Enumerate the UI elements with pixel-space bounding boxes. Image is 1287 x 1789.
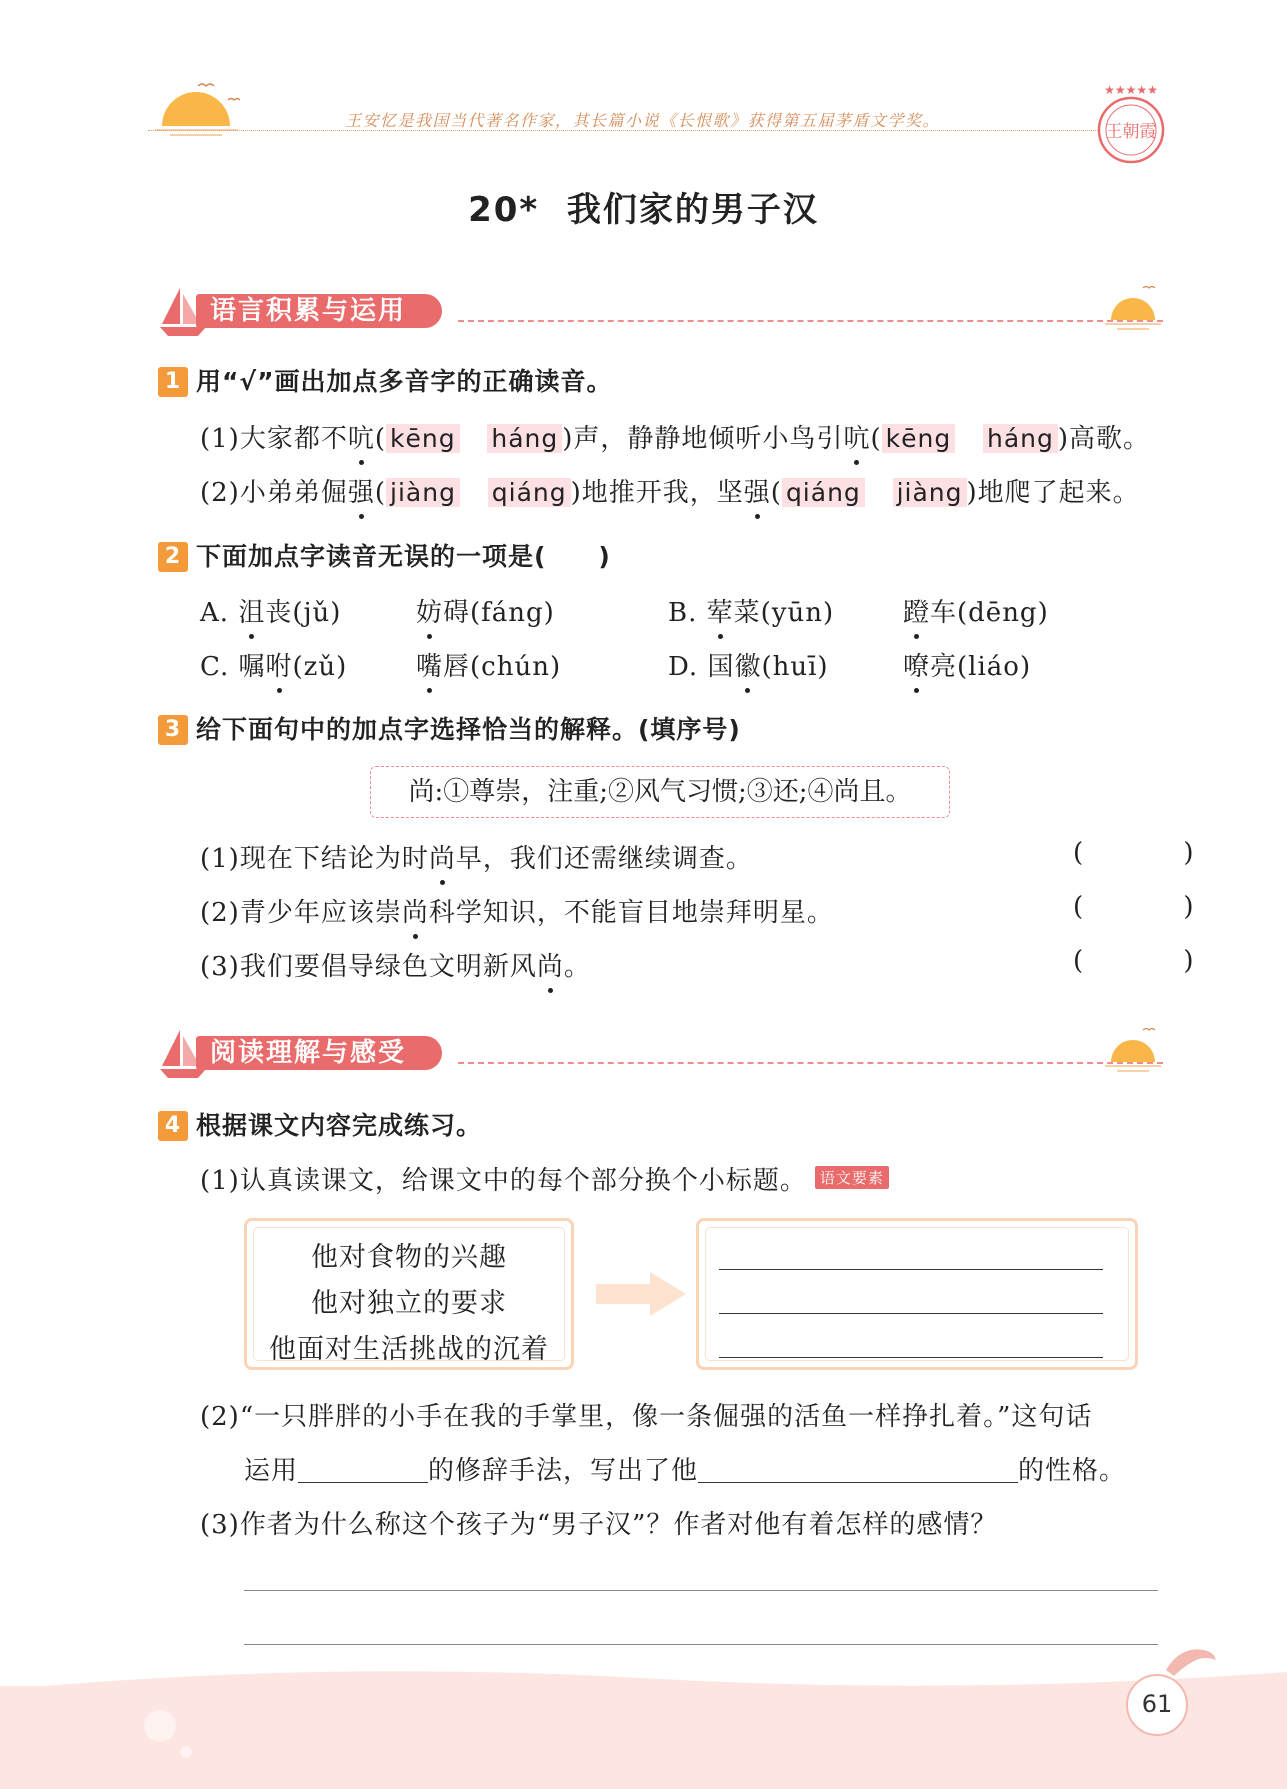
question-prompt: 根据课文内容完成练习。 [196, 1111, 483, 1140]
q4-part-3: (3)作者为什么称这个孩子为“男子汉”？作者对他有着怎样的感情？ [200, 1510, 998, 1540]
q4-part-1: (1)认真读课文，给课文中的每个部分换个小标题。 语文要素 [200, 1160, 889, 1197]
q3-sentence-2: (2)青少年应该崇尚科学知识，不能盲目地崇拜明星。 [200, 892, 834, 929]
page-number: 61 [1126, 1674, 1188, 1736]
q2-option-d-word2: 嘹亮(liáo) [903, 646, 1031, 683]
pinyin-option[interactable]: jiàng [893, 478, 967, 507]
definition-box: 尚:①尊崇，注重;②风气习惯;③还;④尚且。 [370, 766, 950, 818]
page-title: 20* 我们家的男子汉 [468, 190, 819, 230]
q1-line-1: (1)大家都不吭( kēng háng )声，静静地倾听小鸟引吭( kēng háng )高歌。 [200, 418, 1150, 455]
question-number: 2 [158, 542, 188, 572]
q3-sentence-3: (3)我们要倡导绿色文明新风尚。 [200, 946, 591, 983]
arrow-right-icon [594, 1270, 690, 1318]
q2-option-b[interactable]: B. 荤菜(yūn) [668, 592, 834, 629]
q1-line-2: (2)小弟弟倔强( jiàng qiáng )地推开我，坚强( qiáng jiàng )地爬了起来。 [200, 472, 1140, 509]
subtitle-item: 他面对生活挑战的沉着 [269, 1334, 549, 1365]
sunset-icon [1103, 280, 1163, 336]
q2-option-c[interactable]: C. 嘱咐(zǔ) [200, 646, 347, 683]
question-2 [158, 537, 611, 573]
answer-line[interactable] [719, 1357, 1103, 1358]
subtitle-list-card [244, 1218, 574, 1370]
fill-blank[interactable] [698, 1456, 1018, 1483]
answer-paren[interactable]: ( ) [1073, 838, 1240, 868]
element-tag: 语文要素 [815, 1166, 889, 1189]
section-divider [458, 320, 1163, 322]
question-3 [158, 710, 741, 746]
sunset-icon [1103, 1022, 1163, 1078]
section-banner-language [158, 280, 1163, 340]
question-4 [158, 1106, 482, 1142]
question-number: 3 [158, 715, 188, 745]
question-prompt: 用“√”画出加点多音字的正确读音。 [196, 367, 613, 396]
q2-option-b-word2: 蹬车(dēng) [903, 592, 1049, 629]
q4-part-2-cont: 运用 的修辞手法，写出了他 的性格。 [244, 1456, 1127, 1486]
sunset-icon [150, 78, 240, 138]
answer-line[interactable] [244, 1644, 1158, 1645]
subtitle-item: 他对独立的要求 [311, 1288, 507, 1319]
section-divider [458, 1062, 1163, 1064]
dolphin-icon [1160, 1640, 1220, 1680]
header-tip: 王安忆是我国当代著名作家，其长篇小说《长恨歌》获得第五届茅盾文学奖。 [345, 111, 941, 130]
footer-band [0, 1686, 1287, 1789]
pinyin-option[interactable]: kēng [882, 424, 956, 453]
q2-option-c-word2: 嘴唇(chún) [416, 646, 561, 683]
answer-line[interactable] [244, 1590, 1158, 1591]
answer-line[interactable] [719, 1269, 1103, 1270]
question-1 [158, 362, 613, 398]
question-number: 4 [158, 1111, 188, 1141]
answer-line[interactable] [719, 1313, 1103, 1314]
wave-decoration [0, 1660, 1287, 1690]
svg-text:★★★★★: ★★★★★ [1104, 83, 1158, 97]
answer-paren[interactable]: ( ) [1073, 892, 1240, 922]
answer-paren[interactable]: ( ) [1073, 946, 1240, 976]
q2-option-a[interactable]: A. 沮丧(jǔ) [200, 592, 341, 629]
fill-blank[interactable] [298, 1456, 428, 1483]
section-title: 语言积累与运用 [196, 294, 442, 328]
subtitle-item: 他对食物的兴趣 [311, 1242, 507, 1273]
section-banner-reading [158, 1022, 1163, 1082]
q3-sentence-1: (1)现在下结论为时尚早，我们还需继续调查。 [200, 838, 753, 875]
seal-logo-icon [1093, 82, 1169, 168]
section-title: 阅读理解与感受 [196, 1036, 442, 1070]
question-prompt: 给下面句中的加点字选择恰当的解释。(填序号) [196, 715, 741, 744]
bubble-decoration [140, 1706, 200, 1766]
pinyin-option[interactable]: jiàng [386, 478, 460, 507]
q4-part-2: (2)“一只胖胖的小手在我的手掌里，像一条倔强的活鱼一样挣扎着。”这句话 [200, 1402, 1093, 1432]
svg-text:王朝霞: 王朝霞 [1105, 122, 1157, 142]
pinyin-option[interactable]: qiáng [488, 478, 571, 507]
pinyin-option[interactable]: qiáng [782, 478, 865, 507]
question-number: 1 [158, 367, 188, 397]
question-prompt: 下面加点字读音无误的一项是( ) [196, 542, 611, 571]
pinyin-option[interactable]: háng [983, 424, 1058, 453]
pinyin-option[interactable]: háng [487, 424, 562, 453]
q2-option-a-word2: 妨碍(fáng) [416, 592, 555, 629]
pinyin-option[interactable]: kēng [386, 424, 460, 453]
q2-option-d[interactable]: D. 国徽(huī) [668, 646, 829, 683]
answer-card[interactable] [696, 1218, 1138, 1370]
